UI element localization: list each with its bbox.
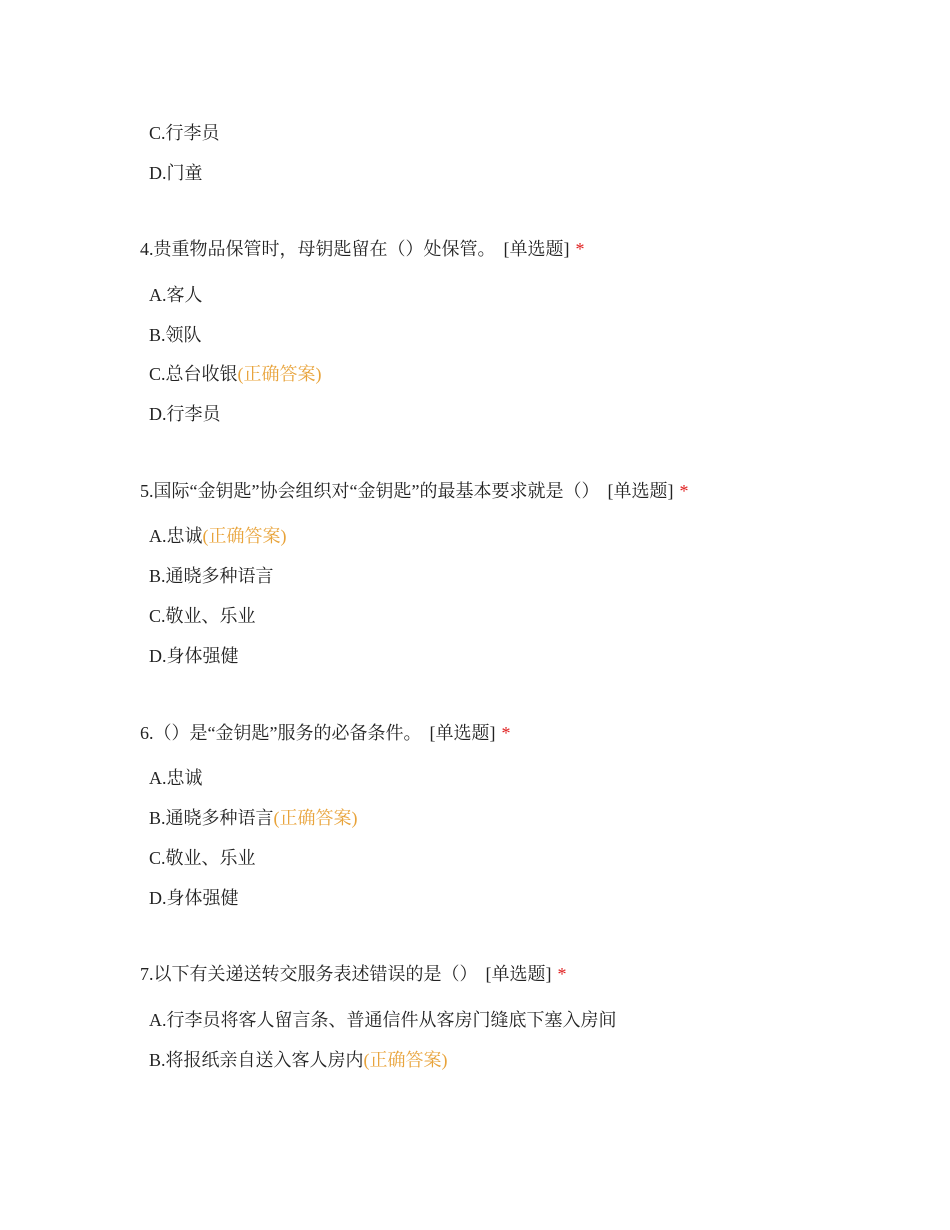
- option-a[interactable]: [149, 524, 287, 548]
- question-title: [140, 237, 585, 261]
- correct-answer-label: (正确答案): [363, 1050, 448, 1070]
- option-b[interactable]: [149, 564, 274, 588]
- option-text: D.门童: [149, 163, 203, 183]
- option-d[interactable]: [149, 886, 239, 910]
- question-type: [单选题]: [485, 964, 552, 984]
- option-text: C.总台收银: [149, 364, 238, 384]
- option-text: C.敬业、乐业: [149, 848, 256, 868]
- option-a[interactable]: [149, 1008, 617, 1032]
- question-title: [140, 721, 510, 745]
- question-text: 5.国际“金钥匙”协会组织对“金钥匙”的最基本要求就是（）: [140, 481, 600, 501]
- question-text: 6.（）是“金钥匙”服务的必备条件。: [140, 723, 422, 743]
- correct-answer-label: (正确答案): [202, 526, 287, 546]
- required-mark: *: [679, 481, 689, 501]
- question-title: [140, 962, 567, 986]
- required-mark: *: [501, 723, 511, 743]
- option-text: C.敬业、乐业: [149, 606, 256, 626]
- option-c[interactable]: [149, 846, 256, 870]
- required-mark: *: [557, 964, 567, 984]
- option-text: B.领队: [149, 325, 202, 345]
- option-c[interactable]: [149, 121, 220, 145]
- question-type: [单选题]: [503, 239, 570, 259]
- option-text: B.通晓多种语言: [149, 808, 274, 828]
- question-title: [140, 479, 688, 503]
- option-text: A.忠诚: [149, 768, 203, 788]
- option-text: B.将报纸亲自送入客人房内: [149, 1050, 364, 1070]
- option-b[interactable]: [149, 323, 202, 347]
- option-c[interactable]: [149, 604, 256, 628]
- option-a[interactable]: [149, 766, 203, 790]
- option-b[interactable]: [149, 806, 358, 830]
- option-d[interactable]: [149, 161, 203, 185]
- option-b[interactable]: [149, 1048, 448, 1072]
- question-type: [单选题]: [429, 723, 496, 743]
- required-mark: *: [575, 239, 585, 259]
- question-text: 4.贵重物品保管时，母钥匙留在（）处保管。: [140, 239, 496, 259]
- option-text: D.身体强健: [149, 888, 239, 908]
- option-text: B.通晓多种语言: [149, 566, 274, 586]
- correct-answer-label: (正确答案): [237, 364, 322, 384]
- option-a[interactable]: [149, 283, 203, 307]
- question-text: 7.以下有关递送转交服务表述错误的是（）: [140, 964, 478, 984]
- option-text: C.行李员: [149, 123, 220, 143]
- question-type: [单选题]: [607, 481, 674, 501]
- correct-answer-label: (正确答案): [273, 808, 358, 828]
- option-text: A.忠诚: [149, 526, 203, 546]
- option-text: A.行李员将客人留言条、普通信件从客房门缝底下塞入房间: [149, 1010, 617, 1030]
- option-text: D.身体强健: [149, 646, 239, 666]
- option-c[interactable]: [149, 362, 322, 386]
- option-d[interactable]: [149, 402, 221, 426]
- option-d[interactable]: [149, 644, 239, 668]
- option-text: D.行李员: [149, 404, 221, 424]
- option-text: A.客人: [149, 285, 203, 305]
